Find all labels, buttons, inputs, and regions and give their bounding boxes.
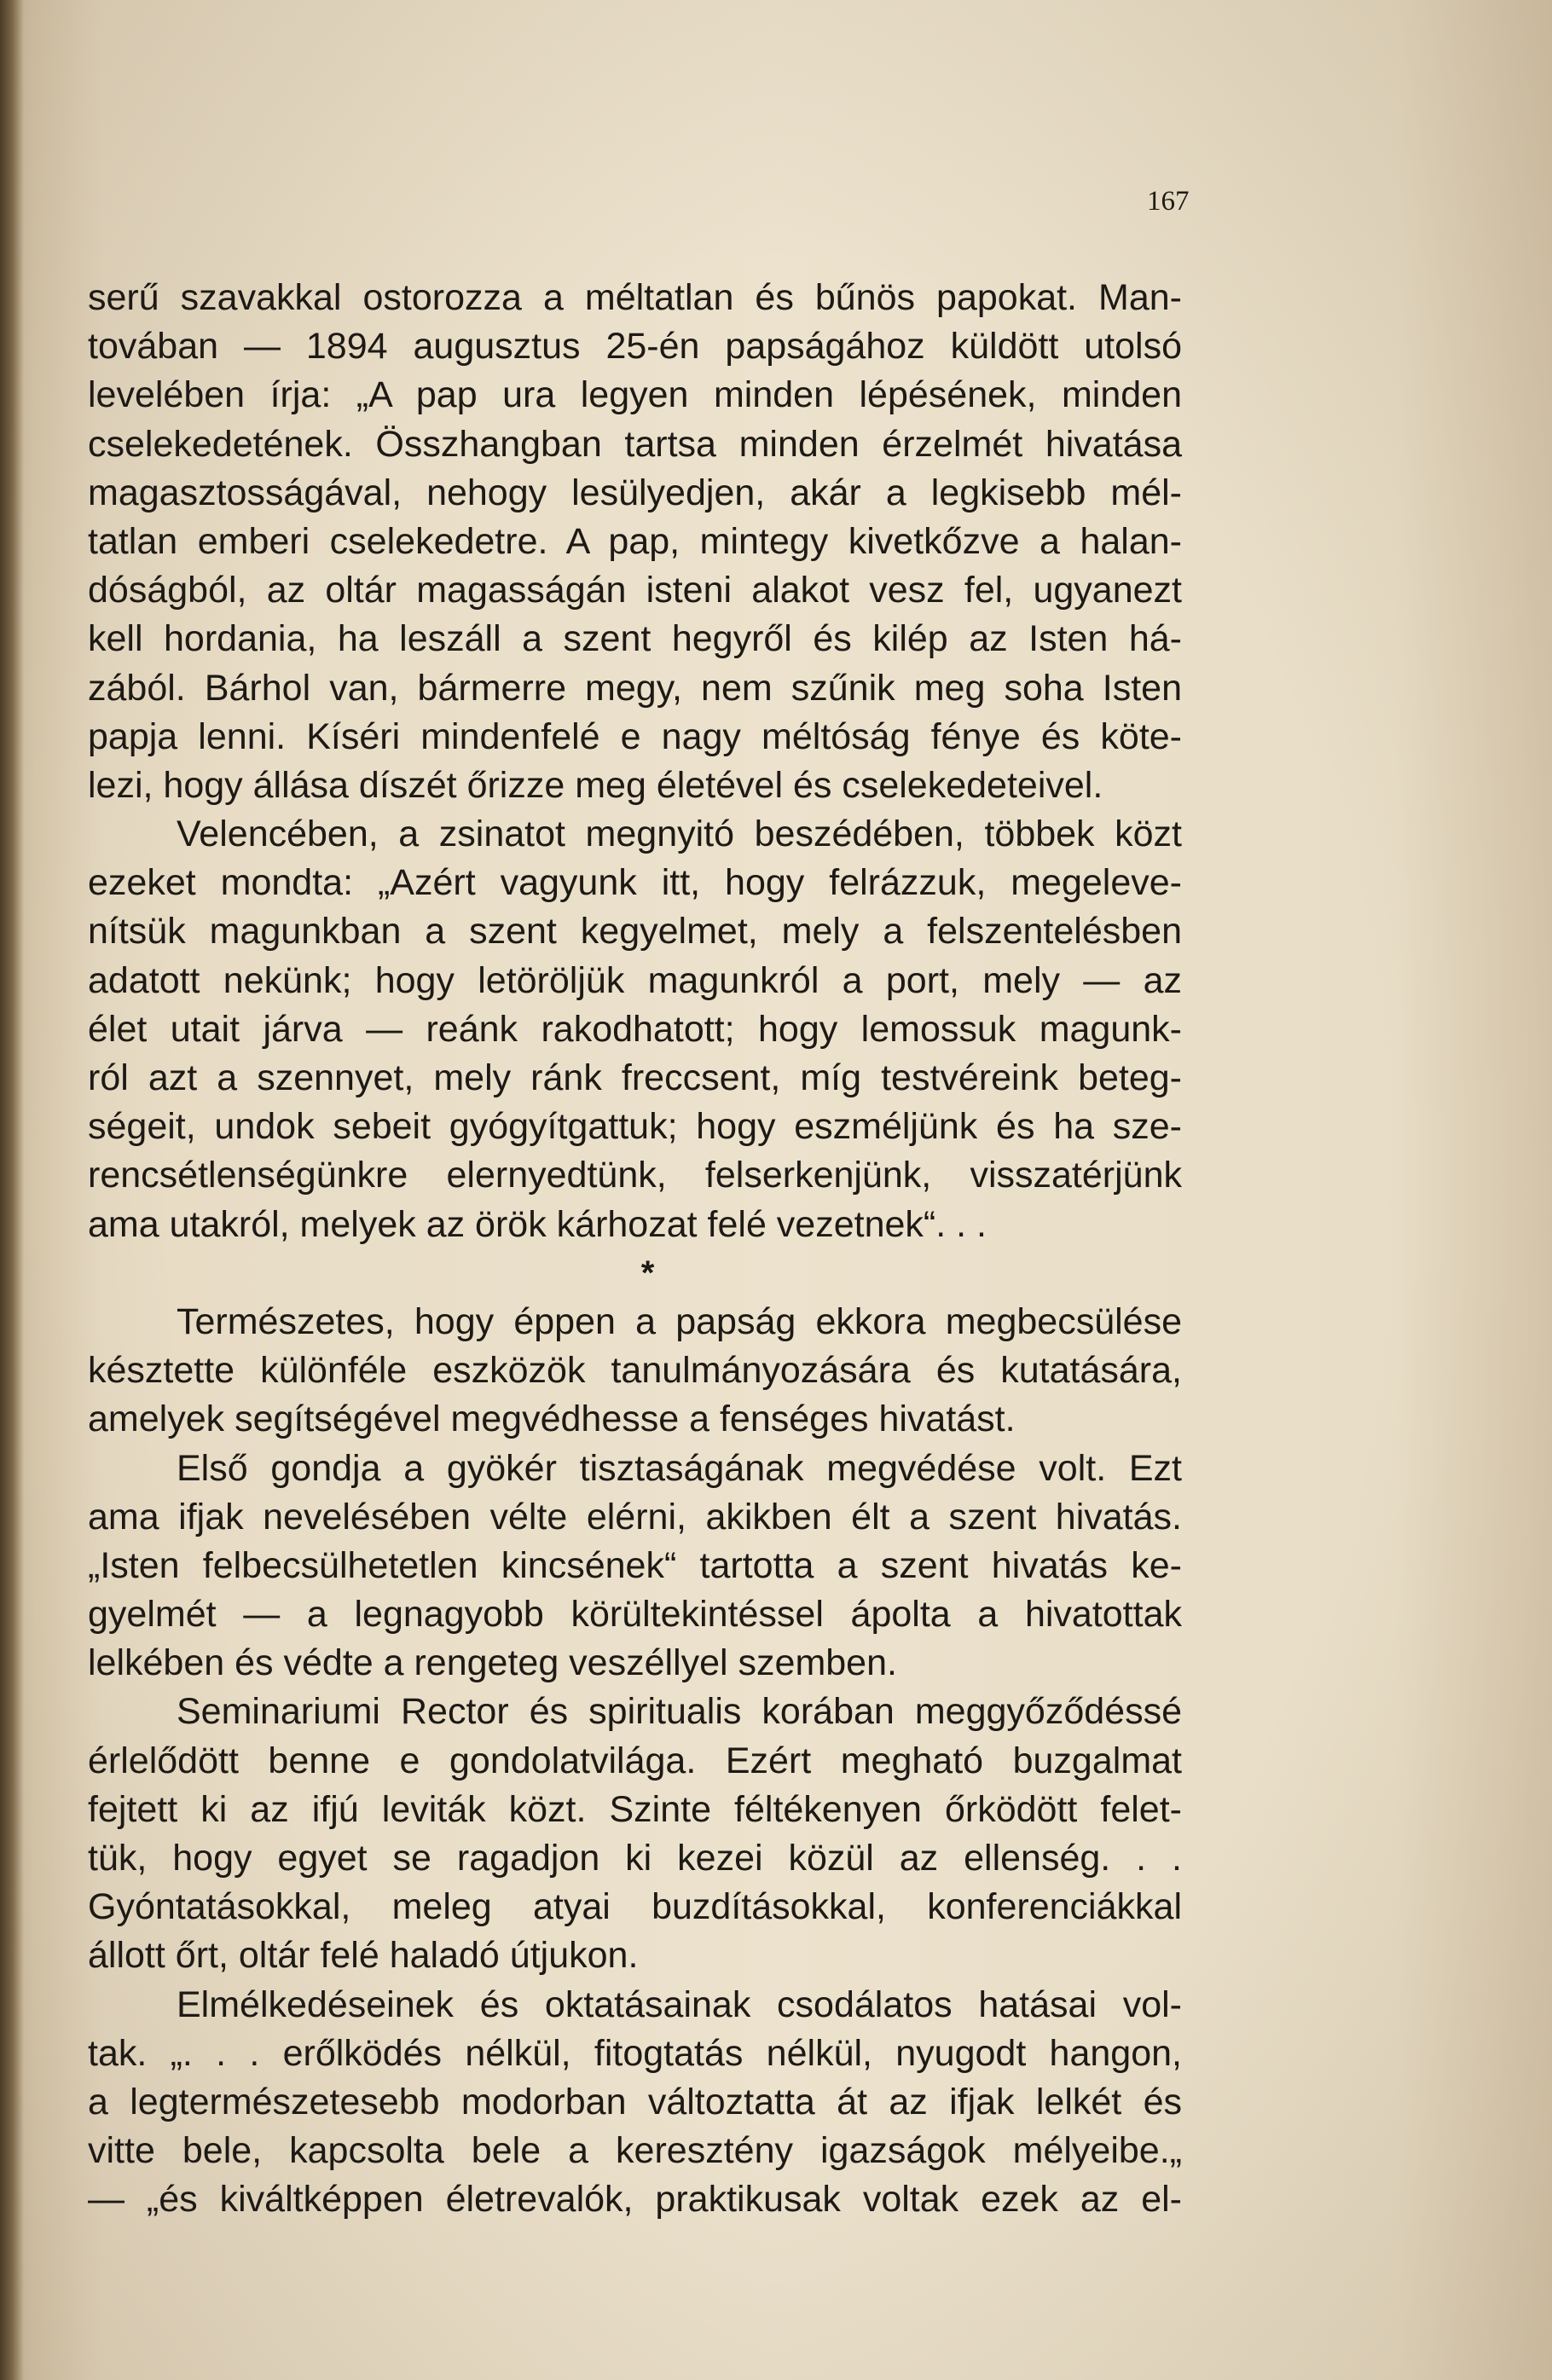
- text-line: továban — 1894 augusztus 25-én papságához küldött utolsó: [88, 326, 1182, 368]
- text-line: cselekedetének. Összhangban tartsa minden érzelmét hivatása: [88, 423, 1182, 465]
- text-line: ama ifjak nevelésében vélte elérni, akikben élt a szent hivatás.: [88, 1496, 1182, 1537]
- text-line: késztette különféle eszközök tanulmányozására és kutatására,: [88, 1350, 1182, 1392]
- text-line: élet utait járva — reánk rakodhatott; hogy lemossuk magunk-: [88, 1008, 1182, 1050]
- text-line: fejtett ki az ifjú leviták közt. Szinte féltékenyen őrködött felet-: [88, 1788, 1182, 1830]
- text-line: zából. Bárhol van, bármerre megy, nem szűnik meg soha Isten: [88, 667, 1182, 709]
- text-line: a legtermészetesebb modorban változtatta át az ifjak lelkét és: [88, 2081, 1182, 2122]
- text-line: „Isten felbecsülhetetlen kincsének“ tartotta a szent hivatás ke-: [88, 1544, 1182, 1586]
- text-line: levelében írja: „A pap ura legyen minden lépésének, minden: [88, 374, 1182, 416]
- text-line: tak. „. . . erőlködés nélkül, fitogtatás nélkül, nyugodt hangon,: [88, 2032, 1182, 2074]
- text-line: vitte bele, kapcsolta bele a keresztény igazságok mélyeibe.„: [88, 2130, 1182, 2172]
- text-line: lelkében és védte a rengeteg veszéllyel szemben.: [88, 1642, 897, 1684]
- text-line: Velencében, a zsinatot megnyitó beszédében, többek közt: [177, 814, 1182, 855]
- page-number: 167: [1147, 186, 1190, 217]
- text-line: adatott nekünk; hogy letöröljük magunkról a port, mely — az: [88, 959, 1182, 1001]
- text-line: lezi, hogy állása díszét őrizze meg életével és cselekedeteivel.: [88, 764, 1103, 806]
- text-line: dóságból, az oltár magasságán isteni alakot vesz fel, ugyanezt: [88, 570, 1182, 611]
- text-line: Elmélkedéseinek és oktatásainak csodálatos hatásai vol-: [177, 1983, 1182, 2025]
- text-line: amelyek segítségével megvédhesse a fenséges hivatást.: [88, 1398, 1016, 1440]
- text-line: Gyóntatásokkal, meleg atyai buzdításokkal, konferenciákkal: [88, 1886, 1182, 1928]
- body-text: [88, 274, 1182, 2225]
- text-line: Természetes, hogy éppen a papság ekkora megbecsülése: [177, 1300, 1182, 1342]
- text-line: ezeket mondta: „Azért vagyunk itt, hogy felrázzuk, megeleve-: [88, 862, 1182, 904]
- book-spine-shadow: [0, 0, 24, 2380]
- text-line: Seminariumi Rector és spiritualis korában meggyőződéssé: [177, 1691, 1182, 1733]
- text-line: állott őrt, oltár felé haladó útjukon.: [88, 1935, 639, 1977]
- text-line: rencsétlenségünkre elernyedtünk, felserkenjünk, visszatérjünk: [88, 1155, 1182, 1196]
- text-line: nítsük magunkban a szent kegyelmet, mely a felszentelésben: [88, 911, 1182, 953]
- text-line: érlelődött benne e gondolatvilága. Ezért megható buzgalmat: [88, 1740, 1182, 1781]
- text-line: tatlan emberi cselekedetre. A pap, mintegy kivetkőzve a halan-: [88, 520, 1182, 562]
- text-line: — „és kiváltképpen életrevalók, praktikusak voltak ezek az el-: [88, 2179, 1182, 2221]
- text-line: ról azt a szennyet, mely ránk freccsent, míg testvéreink beteg-: [88, 1057, 1182, 1098]
- text-line: Első gondja a gyökér tisztaságának megvédése volt. Ezt: [177, 1447, 1182, 1489]
- section-separator-asterisk: *: [640, 1254, 655, 1292]
- text-line: ségeit, undok sebeit gyógyítgattuk; hogy eszméljünk és ha sze-: [88, 1106, 1182, 1148]
- text-line: papja lenni. Kíséri mindenfelé e nagy méltóság fénye és köte-: [88, 715, 1182, 757]
- text-line: serű szavakkal ostorozza a méltatlan és bűnös papokat. Man-: [88, 277, 1182, 318]
- text-line: tük, hogy egyet se ragadjon ki kezei közül az ellenség. . .: [88, 1838, 1182, 1879]
- text-line: magasztosságával, nehogy lesülyedjen, akár a legkisebb mél-: [88, 472, 1182, 513]
- text-line: gyelmét — a legnagyobb körültekintéssel ápolta a hivatottak: [88, 1594, 1182, 1636]
- text-line: ama utakról, melyek az örök kárhozat felé vezetnek“. . .: [88, 1203, 987, 1245]
- text-line: kell hordania, ha leszáll a szent hegyről és kilép az Isten há-: [88, 618, 1182, 660]
